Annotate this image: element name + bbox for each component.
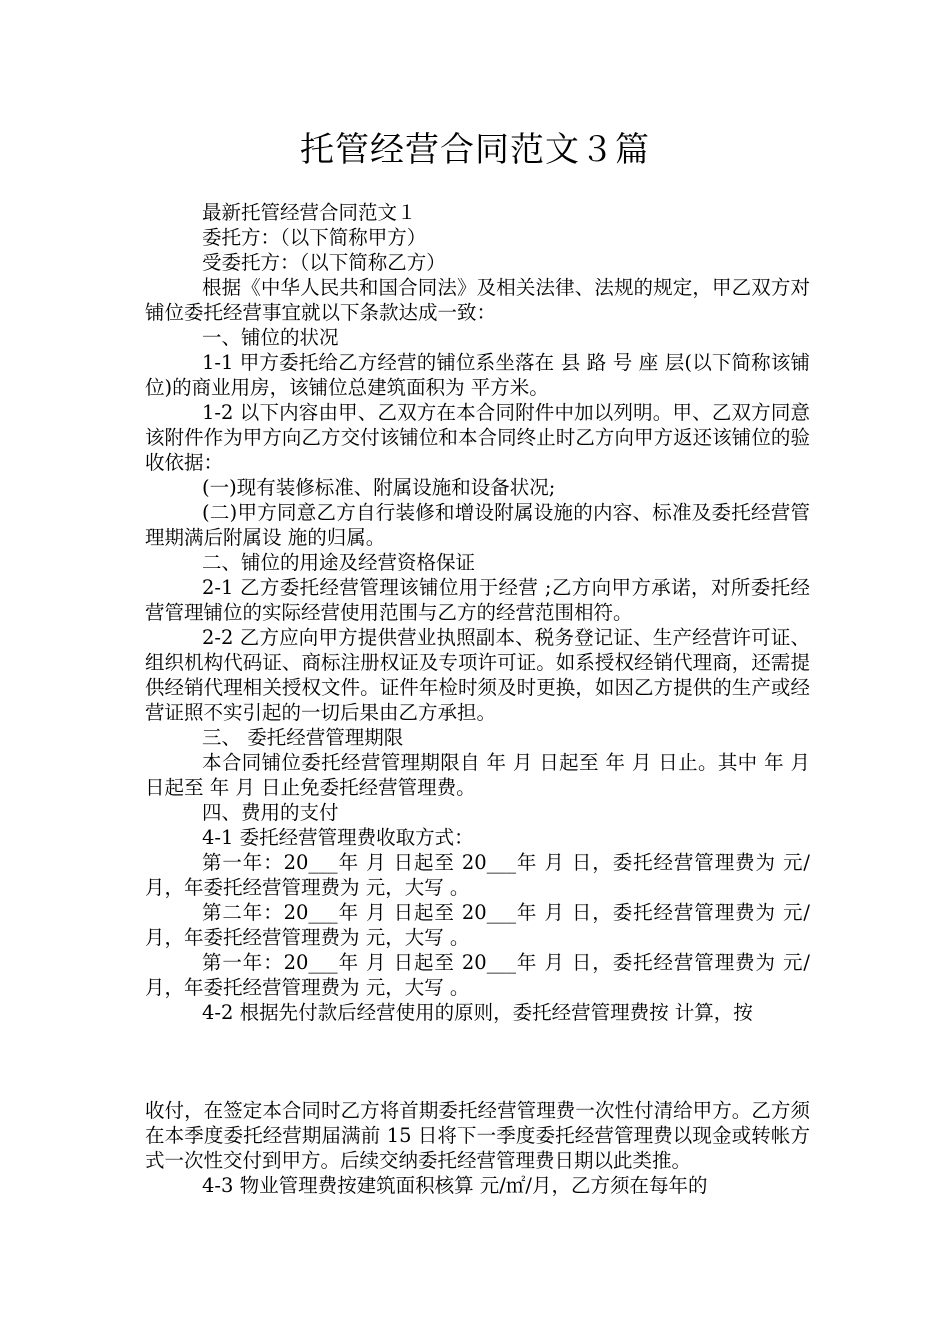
clause-paragraph: 4-3 物业管理费按建筑面积核算 元/㎡/月，乙方须在每年的 — [202, 1174, 708, 1197]
section-heading: 二、铺位的用途及经营资格保证 — [202, 551, 476, 574]
clause-paragraph: 4-2 根据先付款后经营使用的原则，委托经营管理费按 计算，按 — [202, 1001, 753, 1024]
preamble-paragraph: 根据《中华人民共和国合同法》及相关法律、法规的规定，甲乙双方对铺位委托经营事宜就以下条款达成一致： — [145, 276, 810, 324]
list-item-paragraph: (一)现有装修标准、附属设施和设备状况; — [202, 476, 556, 499]
section-heading: 四、费用的支付 — [202, 801, 339, 824]
section-heading: 一、铺位的状况 — [202, 326, 339, 349]
party-a-paragraph: 委托方：（以下简称甲方） — [202, 226, 427, 249]
clause-paragraph: 1-1 甲方委托给乙方经营的铺位系坐落在 县 路 号 座 层(以下简称该铺位)的商业用房，该铺位总建筑面积为 平方米。 — [145, 351, 810, 399]
continued-paragraph: 收付，在签定本合同时乙方将首期委托经营管理费一次性付清给甲方。乙方须在本季度委托经营期届满前 15 日将下一季度委托经营管理费以现金或转帐方式一次性交付到甲方。后续交纳委托经营管理费日期以此类推。 — [145, 1099, 810, 1172]
section-heading: 三、 委托经营管理期限 — [202, 726, 404, 749]
party-b-paragraph: 受委托方：（以下简称乙方） — [202, 251, 446, 274]
clause-paragraph: 本合同铺位委托经营管理期限自 年 月 日起至 年 月 日止。其中 年 月 日起至 年 月 日止免委托经营管理费。 — [145, 751, 810, 799]
fee-year-paragraph: 第二年：20___年 月 日起至 20___年 月 日，委托经营管理费为 元/月，年委托经营管理费为 元，大写 。 — [145, 901, 810, 949]
clause-paragraph: 1-2 以下内容由甲、乙双方在本合同附件中加以列明。甲、乙双方同意该附件作为甲方向乙方交付该铺位和本合同终止时乙方向甲方返还该铺位的验收依据： — [145, 401, 810, 474]
fee-year-paragraph: 第一年：20___年 月 日起至 20___年 月 日，委托经营管理费为 元/月，年委托经营管理费为 元，大写 。 — [145, 851, 810, 899]
clause-paragraph: 2-1 乙方委托经营管理该铺位用于经营 ;乙方向甲方承诺，对所委托经营管理铺位的实际经营使用范围与乙方的经营范围相符。 — [145, 576, 810, 624]
clause-paragraph: 2-2 乙方应向甲方提供营业执照副本、税务登记证、生产经营许可证、组织机构代码证、商标注册权证及专项许可证。如系授权经销代理商，还需提供经销代理相关授权文件。证件年检时须及时更换，如因乙方提供的生产或经营证照不实引起的一切后果由乙方承担。 — [145, 626, 810, 724]
contract-body — [145, 200, 810, 1025]
document-title: 托管经营合同范文３篇 — [300, 130, 650, 170]
list-item-paragraph: (二)甲方同意乙方自行装修和增设附属设施的内容、标准及委托经营管理期满后附属设 施的归属。 — [145, 501, 810, 549]
clause-paragraph: 4-1 委托经营管理费收取方式： — [202, 826, 474, 849]
fee-year-paragraph: 第一年：20___年 月 日起至 20___年 月 日，委托经营管理费为 元/月，年委托经营管理费为 元，大写 。 — [145, 951, 810, 999]
subtitle-paragraph: 最新托管经营合同范文１ — [202, 201, 417, 224]
contract-body-continued — [145, 1098, 810, 1198]
